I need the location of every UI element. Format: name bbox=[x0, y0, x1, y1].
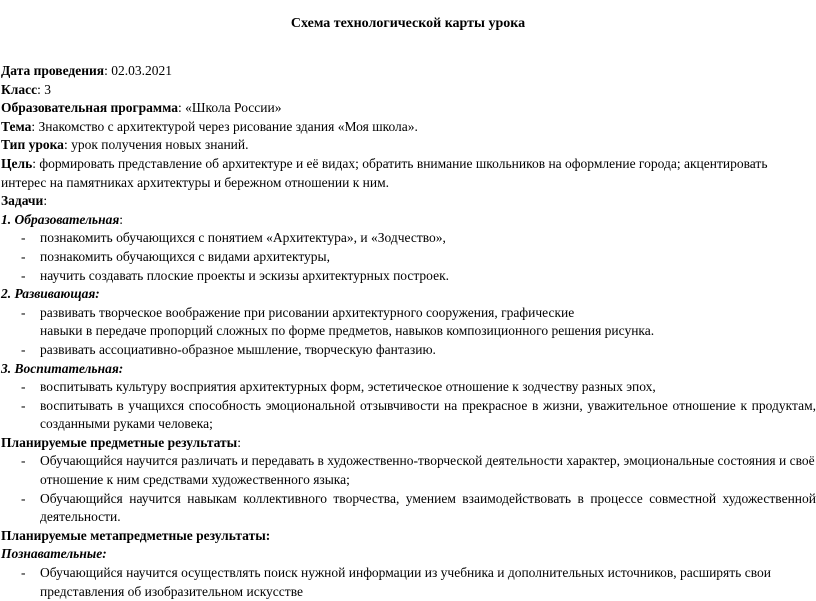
date-value: 02.03.2021 bbox=[111, 63, 172, 78]
date-line: Дата проведения: 02.03.2021 bbox=[1, 63, 172, 78]
tasks-line: Задачи: bbox=[1, 193, 48, 209]
educational-label: 1. Образовательная bbox=[1, 211, 120, 227]
bullet-dash: - bbox=[21, 379, 26, 395]
list-item: - научить создавать плоские проекты и эскизы архитектурных построек. bbox=[1, 267, 816, 286]
tasks-label: Задачи bbox=[1, 193, 44, 209]
program-line: Образовательная программа: «Школа России» bbox=[1, 100, 282, 116]
topic-line: Тема: Знакомство с архитектурой через рисование здания «Моя школа». bbox=[1, 118, 418, 134]
list-item: - Обучающийся научится осуществлять поиск нужной информации из учебника и дополнительных источников, расширять свои представления об изобразительном искусстве bbox=[21, 565, 771, 599]
program-label: Образовательная программа bbox=[1, 100, 178, 116]
list-item: - Обучающийся научится различать и передавать в художественно-творческой деятельности характер, эмоциональные состояния и своё отношение к ним средствами художественного языка; bbox=[21, 453, 815, 488]
subject-results-heading: Планируемые предметные результаты: bbox=[1, 434, 241, 450]
bullet-dash: - bbox=[21, 267, 26, 283]
upbringing-heading bbox=[1, 360, 816, 379]
lesson-type-label: Тип урока bbox=[1, 137, 64, 153]
cognitive-label: Познавательные: bbox=[1, 546, 107, 562]
list-item: - развивать творческое воображение при рисовании архитектурного сооружения, графические bbox=[1, 304, 816, 323]
meta-results-label: Планируемые метапредметные результаты: bbox=[1, 527, 271, 543]
bullet-dash: - bbox=[21, 565, 26, 581]
list-item: - воспитывать культуру восприятия архитектурных форм, эстетическое отношение к зодчеству разных эпох, bbox=[1, 378, 816, 397]
class-label: Класс bbox=[1, 81, 38, 97]
goal-value: формировать представление об архитектуре и её видах; обратить внимание школьников на оформление города; акцентировать интерес на памятниках архитектуры и бережном отношении к ним. bbox=[1, 155, 768, 190]
class-value: 3 bbox=[44, 81, 51, 97]
class-line: Класс: 3 bbox=[1, 81, 51, 97]
list-item: - познакомить обучающихся с понятием «Архитектура», и «Зодчество», bbox=[1, 229, 816, 248]
goal-line: Цель: формировать представление об архитектуре и её видах; обратить внимание школьников на оформление города; акцентировать интерес на памятниках архитектуры и бережном отношении к ним. bbox=[1, 155, 768, 190]
bullet-dash: - bbox=[21, 490, 26, 506]
upbringing-label: 3. Воспитательная: bbox=[1, 360, 124, 376]
bullet-dash: - bbox=[21, 453, 26, 469]
list-item: - воспитывать в учащихся способность эмоциональной отзывчивости на прекрасное в жизни, уважительное отношение к продуктам, созданными руками человека; bbox=[21, 397, 816, 432]
topic-value: Знакомство с архитектурой через рисование здания «Моя школа». bbox=[38, 118, 418, 134]
bullet-dash: - bbox=[21, 230, 26, 246]
bullet-dash: - bbox=[21, 397, 26, 413]
bullet-dash: - bbox=[21, 248, 26, 264]
document-title: Схема технологической карты урока bbox=[290, 16, 526, 31]
lesson-type-line: Тип урока: урок получения новых знаний. bbox=[1, 137, 249, 153]
goal-label: Цель bbox=[1, 155, 33, 171]
lesson-type-value: урок получения новых знаний. bbox=[71, 137, 249, 153]
document-body bbox=[1, 62, 816, 601]
educational-heading: 1. Образовательная: bbox=[1, 211, 124, 227]
cognitive-heading bbox=[1, 545, 816, 564]
developing-heading bbox=[1, 285, 816, 304]
meta-results-heading bbox=[1, 527, 816, 546]
developing-label: 2. Развивающая: bbox=[1, 286, 100, 302]
program-value: «Школа России» bbox=[185, 100, 282, 116]
list-item-continuation: навыки в передаче пропорций сложных по форме предметов, навыков композиционного решения рисунка. bbox=[40, 323, 655, 339]
topic-label: Тема bbox=[1, 118, 32, 134]
list-item: - познакомить обучающихся с видами архитектуры, bbox=[1, 248, 816, 267]
list-item: - развивать ассоциативно-образное мышление, творческую фантазию. bbox=[1, 341, 816, 360]
list-item: - Обучающийся научится навыкам коллективного творчества, умением взаимодействовать в процессе совместной художественной деятельности. bbox=[21, 490, 816, 525]
date-label: Дата проведения bbox=[1, 63, 105, 78]
bullet-dash: - bbox=[21, 341, 26, 357]
subject-results-label: Планируемые предметные результаты bbox=[1, 434, 238, 450]
bullet-dash: - bbox=[21, 304, 26, 320]
